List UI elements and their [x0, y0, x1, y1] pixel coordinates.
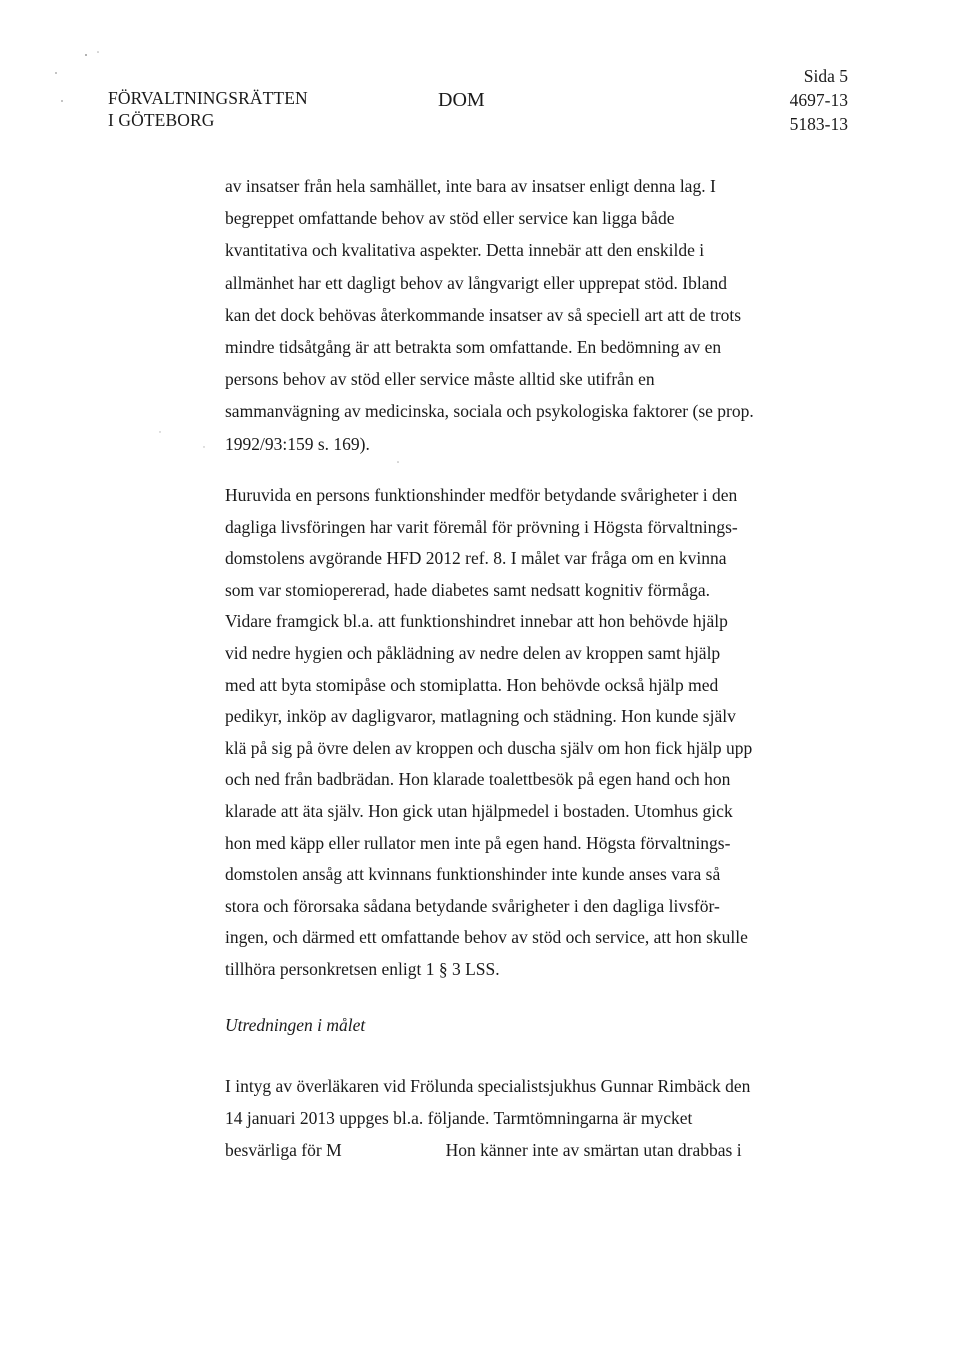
text-line: tillhöra personkretsen enligt 1 § 3 LSS.	[225, 958, 500, 979]
court-name-line1: FÖRVALTNINGSRÄTTEN	[108, 88, 308, 108]
text-line: domstolen ansåg att kvinnans funktionshinder inte kunde anses vara så	[225, 864, 721, 885]
paragraph-2	[225, 480, 825, 986]
text-line: domstolens avgörande HFD 2012 ref. 8. I målet var fråga om en kvinna	[225, 548, 727, 569]
text-line: klä på sig på övre delen av kroppen och duscha själv om hon fick hjälp upp	[225, 737, 753, 758]
case-number-1: 4697-13	[789, 90, 848, 110]
text-line: 1992/93:159 s. 169).	[225, 433, 370, 454]
page-number: Sida 5	[803, 66, 848, 86]
page-meta	[790, 64, 848, 136]
text-line: mindre tidsåtgång är att betrakta som omfattande. En bedömning av en	[225, 337, 722, 358]
text-line: allmänhet har ett dagligt behov av långvarigt eller upprepat stöd. Ibland	[225, 272, 727, 293]
text-segment: Hon känner inte av smärtan utan drabbas i	[445, 1140, 742, 1160]
court-name	[108, 88, 308, 131]
text-line: sammanvägning av medicinska, sociala och psykologiska faktorer (se prop.	[225, 401, 754, 422]
text-line: pedikyr, inköp av dagligvaror, matlagning och städning. Hon kunde själv	[225, 706, 736, 727]
text-line: I intyg av överläkaren vid Frölunda specialistsjukhus Gunnar Rimbäck den	[225, 1076, 751, 1096]
court-name-line2: I GÖTEBORG	[108, 109, 215, 130]
case-number-2: 5183-13	[789, 114, 848, 134]
text-line-redacted	[225, 1134, 825, 1166]
text-line: kvantitativa och kvalitativa aspekter. Detta innebär att den enskilde i	[225, 240, 705, 261]
text-segment: besvärliga för M	[225, 1140, 342, 1160]
text-line: Huruvida en persons funktionshinder medför betydande svårigheter i den	[225, 485, 738, 505]
text-line: av insatser från hela samhället, inte bara av insatser enligt denna lag. I	[225, 176, 716, 196]
text-line: klarade att äta själv. Hon gick utan hjälpmedel i bostaden. Utomhus gick	[225, 800, 733, 821]
paragraph-3	[225, 1070, 825, 1166]
text-line: ingen, och därmed ett omfattande behov av stöd och service, att hon skulle	[225, 927, 748, 948]
text-line: dagliga livsföringen har varit föremål för prövning i Högsta förvaltnings-	[225, 516, 738, 537]
document-type: DOM	[438, 89, 485, 111]
text-line: och ned från badbrädan. Hon klarade toalettbesök på egen hand och hon	[225, 769, 731, 790]
text-line: 14 januari 2013 uppges bl.a. följande. Tarmtömningarna är mycket	[225, 1108, 693, 1128]
text-line: Vidare framgick bl.a. att funktionshindret innebar att hon behövde hjälp	[225, 611, 728, 632]
text-line: vid nedre hygien och påklädning av nedre delen av kroppen samt hjälp	[225, 642, 721, 663]
text-line: stora och förorsaka sådana betydande svårigheter i den dagliga livsför-	[225, 895, 720, 916]
text-line: kan det dock behövas återkommande insatser av så speciell art att de trots	[225, 304, 742, 325]
text-line: med att byta stomipåse och stomiplatta. Hon behövde också hjälp med	[225, 674, 719, 695]
section-heading: Utredningen i målet	[225, 1015, 366, 1035]
text-line: som var stomiopererad, hade diabetes samt nedsatt kognitiv förmåga.	[225, 579, 711, 600]
text-line: persons behov av stöd eller service måste alltid ske utifrån en	[225, 369, 655, 390]
text-line: hon med käpp eller rullator men inte på egen hand. Högsta förvaltnings-	[225, 832, 731, 853]
paragraph-1	[225, 170, 825, 460]
text-line: begreppet omfattande behov av stöd eller service kan ligga både	[225, 208, 675, 229]
